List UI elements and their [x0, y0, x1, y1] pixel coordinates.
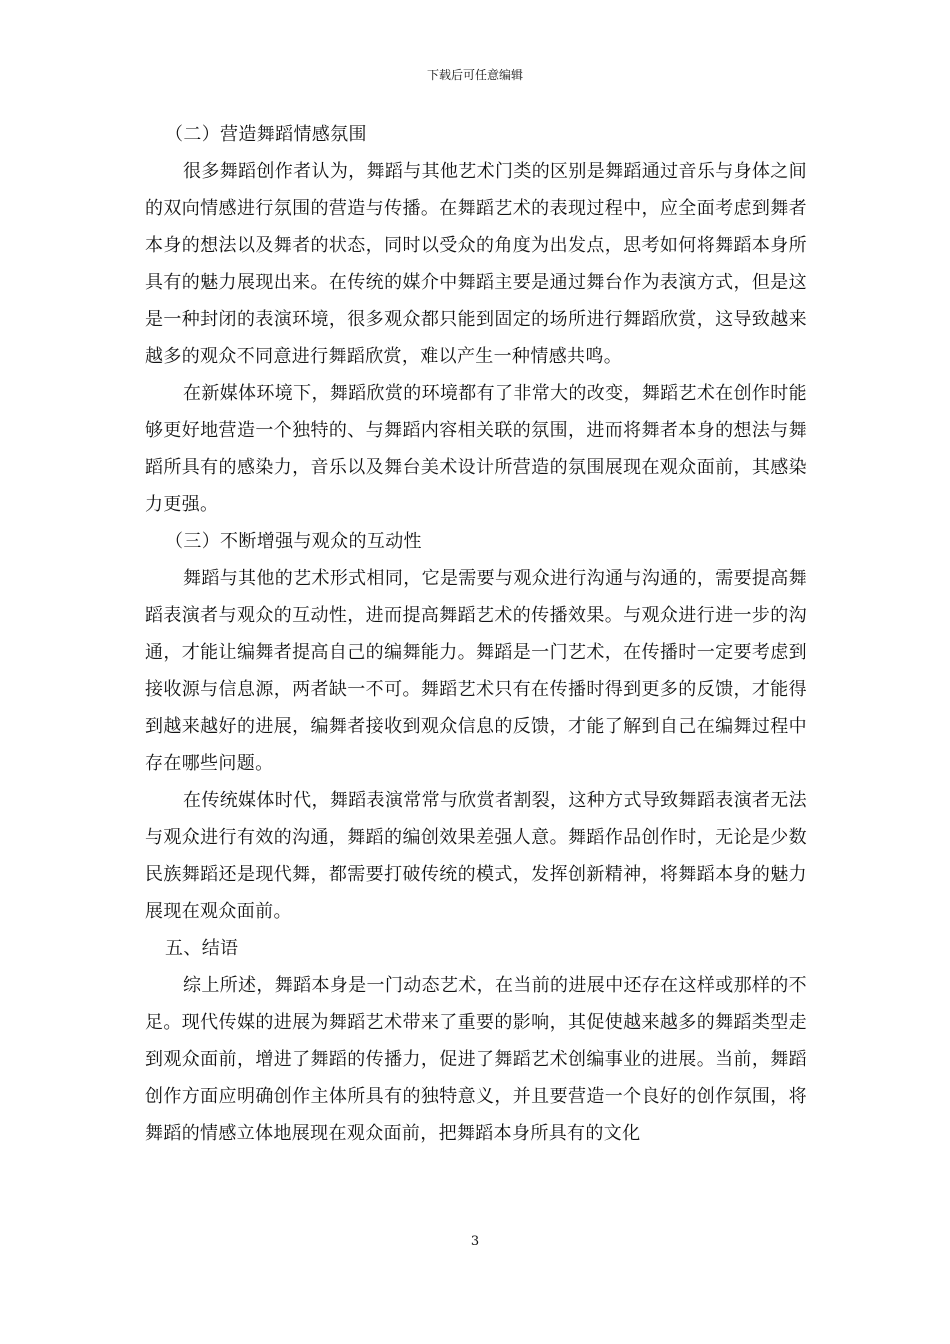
section-heading-emotion: （二）营造舞蹈情感氛围 [165, 124, 367, 145]
section-heading-interaction: （三）不断增强与观众的互动性 [165, 531, 422, 552]
body-paragraph: 在新媒体环境下，舞蹈欣赏的环境都有了非常大的改变，舞蹈艺术在创作时能够更好地营造一个独特的、与舞蹈内容相关联的氛围，进而将舞者本身的想法与舞蹈所具有的感染力，音乐以及舞台美术设计所营造的氛围展现在观众面前，其感染力更强。 [145, 383, 807, 515]
body-paragraph: 舞蹈与其他的艺术形式相同，它是需要与观众进行沟通与沟通的，需要提高舞蹈表演者与观众的互动性，进而提高舞蹈艺术的传播效果。与观众进行进一步的沟通，才能让编舞者提高自己的编舞能力。舞蹈是一门艺术，在传播时一定要考虑到接收源与信息源，两者缺一不可。舞蹈艺术只有在传播时得到更多的反馈，才能得到越来越好的进展，编舞者接收到观众信息的反馈，才能了解到自己在编舞过程中存在哪些问题。 [145, 568, 807, 774]
section-heading-conclusion: 五、结语 [165, 938, 239, 959]
body-paragraph: 很多舞蹈创作者认为，舞蹈与其他艺术门类的区别是舞蹈通过音乐与身体之间的双向情感进行氛围的营造与传播。在舞蹈艺术的表现过程中，应全面考虑到舞者本身的想法以及舞者的状态，同时以受众的角度为出发点，思考如何将舞蹈本身所具有的魅力展现出来。在传统的媒介中舞蹈主要是通过舞台作为表演方式，但是这是一种封闭的表演环境，很多观众都只能到固定的场所进行舞蹈欣赏，这导致越来越多的观众不同意进行舞蹈欣赏，难以产生一种情感共鸣。 [145, 161, 807, 367]
page-header: 下载后可任意编辑 [426, 68, 523, 82]
document-body [145, 116, 807, 1152]
page-number: 3 [470, 1234, 480, 1249]
body-paragraph: 在传统媒体时代，舞蹈表演常常与欣赏者割裂，这种方式导致舞蹈表演者无法与观众进行有效的沟通，舞蹈的编创效果差强人意。舞蹈作品创作时，无论是少数民族舞蹈还是现代舞，都需要打破传统的模式，发挥创新精神，将舞蹈本身的魅力展现在观众面前。 [145, 790, 807, 922]
body-paragraph: 综上所述，舞蹈本身是一门动态艺术，在当前的进展中还存在这样或那样的不足。现代传媒的进展为舞蹈艺术带来了重要的影响，其促使越来越多的舞蹈类型走到观众面前，增进了舞蹈的传播力，促进了舞蹈艺术创编事业的进展。当前，舞蹈创作方面应明确创作主体所具有的独特意义，并且要营造一个良好的创作氛围，将舞蹈的情感立体地展现在观众面前，把舞蹈本身所具有的文化 [145, 975, 807, 1144]
